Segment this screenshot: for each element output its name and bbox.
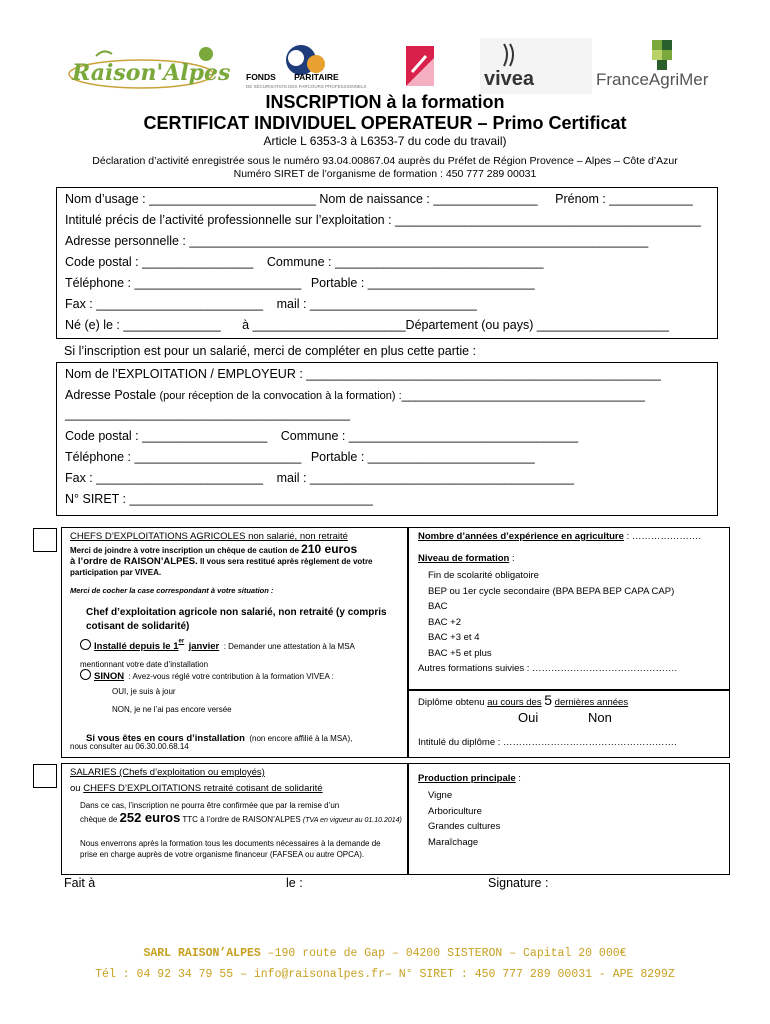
sinon-note: : Avez-vous réglé votre contribution à la formation VIVEA : <box>128 672 334 681</box>
lieu-naissance-field[interactable]: à ______________________Département (ou pays) ___________________ <box>242 318 669 332</box>
sinon-label: SINON <box>94 671 125 682</box>
franceagrimer-graphic <box>596 38 718 72</box>
autres-formations-field[interactable]: Autres formations suivies : ………………………………………. <box>418 663 678 674</box>
nom-exploitation-field[interactable]: Nom de l’EXPLOITATION / EMPLOYEUR : ___________________________________________________ <box>65 367 661 381</box>
chefs-cell <box>61 527 409 758</box>
code-postal-row <box>65 255 544 269</box>
salaries-checkbox[interactable] <box>33 764 57 788</box>
caution-order: à l’ordre de RAISON’ALPES. <box>70 556 198 567</box>
fonds-logo-text <box>246 72 376 82</box>
installe-note: : Demander une attestation à la MSA mentionnant votre date d’installation <box>80 642 355 669</box>
niveau-item[interactable]: Fin de scolarité obligatoire <box>428 570 539 581</box>
employer-mail-field[interactable]: mail : ______________________________________ <box>276 471 575 485</box>
diplome-oui[interactable]: Oui <box>518 710 539 725</box>
en-cours-note: (non encore affilié à la MSA), <box>249 734 353 743</box>
salaries-cell <box>61 763 409 875</box>
raisonalpes-logo-text: Raison'Alpes <box>72 60 231 86</box>
raisonalpes-logo <box>66 44 231 92</box>
personal-info-box <box>56 187 718 339</box>
production-list <box>428 788 500 850</box>
niveau-item[interactable]: BEP ou 1er cycle secondaire (BPA BEPA BEP CAPA CAP) <box>428 585 675 597</box>
niveau-item[interactable]: BAC +5 et plus <box>428 647 492 659</box>
nom-naissance-field[interactable]: Nom de naissance : _______________ <box>319 192 538 206</box>
installe-label: Installé depuis le 1 <box>94 641 179 652</box>
experience-row[interactable] <box>418 530 701 543</box>
caution-amount: 210 euros <box>301 542 358 556</box>
diplome-heading <box>418 694 628 709</box>
logo-bar <box>0 36 770 98</box>
chefs-heading-text: CHEFS D’EXPLOITATIONS AGRICOLES non salarié, non retraité <box>70 531 348 542</box>
salaries-ou: ou <box>70 783 81 794</box>
form-title: INSCRIPTION à la formation <box>265 92 505 112</box>
en-cours-phone: nous consulter au 06.30.00.68.14 <box>70 742 189 751</box>
en-cours-label: Si vous êtes en cours d’installation <box>86 733 245 744</box>
installe-sup: er <box>178 638 185 645</box>
vivea-logo-text: vivea <box>484 68 535 90</box>
siret-line: Numéro SIRET de l’organisme de formation : 450 777 289 00031 <box>233 168 537 180</box>
employer-fax-row <box>65 471 574 485</box>
form-subtitle: CERTIFICAT INDIVIDUEL OPERATEUR – Primo Certificat <box>143 113 627 133</box>
franceagrimer-logo <box>596 38 718 94</box>
experience-dots: : …………………. <box>626 531 701 542</box>
salaries-heading2-row <box>70 782 323 795</box>
portable-field[interactable]: Portable : ________________________ <box>310 276 535 290</box>
birth-row <box>65 318 669 332</box>
employer-info-box <box>56 362 718 516</box>
footer-contact-line: Tél : 04 92 34 79 55 – info@raisonalpes.fr– N° SIRET : 450 777 289 00031 - APE 8299Z <box>95 968 675 981</box>
experience-cell <box>407 527 730 691</box>
declaration-line: Déclaration d’activité enregistrée sous le numéro 93.04.00867.04 auprès du Préfet de Région Provence – Alpes – Côte d’Azur <box>92 155 678 167</box>
intitule-field[interactable]: Intitulé précis de l’activité professionnelle sur l’exploitation : ____________________________________________ <box>65 213 701 227</box>
caution-text-1: Merci de joindre à votre inscription un chèque de caution de <box>70 546 299 555</box>
vivea-logo <box>480 38 592 94</box>
diplome-label: Diplôme obtenu <box>418 697 485 708</box>
diplome-cell <box>407 689 730 758</box>
fonds-paritaire-logo <box>246 40 376 98</box>
production-cell <box>407 763 730 875</box>
code-postal-field[interactable]: Code postal : ________________ <box>65 255 254 269</box>
adresse-postale-line2[interactable]: _________________________________________ <box>65 407 351 421</box>
vivea-oui[interactable]: OUI, je suis à jour <box>112 687 176 696</box>
cheque-tva: (TVA en vigueur au 01.10.2014) <box>302 817 402 824</box>
niveau-item[interactable]: BAC +3 et 4 <box>428 632 480 643</box>
fax-field[interactable]: Fax : ________________________ <box>65 297 264 311</box>
footer-address: –190 route de Gap – 04200 SISTERON – Capital 20 000€ <box>260 947 627 960</box>
experience-label: Nombre d’années d’expérience en agriculture <box>418 531 624 542</box>
adresse-postale-row[interactable] <box>65 388 645 402</box>
footer-company-line <box>0 947 770 960</box>
cocher-instruction: Merci de cocher la case correspondant à votre situation : <box>70 586 274 595</box>
installe-tail: janvier <box>188 641 220 652</box>
telephone-row <box>65 276 535 290</box>
fonds-word: FONDS <box>246 72 276 82</box>
chefs-caution-text <box>70 544 404 578</box>
production-label: Production principale <box>418 773 516 784</box>
region-logo-graphic <box>406 46 434 86</box>
date-field[interactable]: le : <box>286 876 303 890</box>
production-item[interactable]: Grandes cultures <box>428 821 501 832</box>
intitule-diplome-field[interactable]: Intitulé du diplôme : ………………………………………………. <box>418 737 677 748</box>
envoi-documents: Nous enverrons après la formation tous les documents nécessaires à la demande de prise en charge auprès de votre organisme financeur (FAFSEA ou autre OPCA). <box>80 839 381 859</box>
diplome-non[interactable]: Non <box>588 710 612 725</box>
employer-portable-field[interactable]: Portable : ________________________ <box>310 450 535 464</box>
production-item[interactable]: Arboriculture <box>428 805 482 817</box>
declaration-block <box>0 155 770 181</box>
chef-title: Chef d’exploitation agricole non salarié, non retraité (y compris cotisant de solidarité) <box>86 607 387 632</box>
situation-grid <box>61 527 729 877</box>
commune-field[interactable]: Commune : ______________________________ <box>266 255 544 269</box>
mail-field[interactable]: mail : ________________________ <box>276 297 477 311</box>
production-colon: : <box>518 773 521 784</box>
employer-telephone-field[interactable]: Téléphone : ________________________ <box>65 450 302 464</box>
caution-restitution: Il vous sera restitué après règlement de votre participation par VIVEA. <box>70 557 373 577</box>
niveau-list <box>428 568 674 661</box>
adresse-field[interactable]: Adresse personnelle : __________________________________________________________________ <box>65 234 649 248</box>
adresse-postale-label: Adresse Postale <box>65 388 157 402</box>
diplome-dernieres: dernières années <box>554 697 629 708</box>
signature-field[interactable]: Signature : <box>488 876 549 890</box>
diplome-au-cours: au cours des <box>487 697 542 708</box>
salaries-heading2: CHEFS D’EXPLOITATIONS retraité cotisant de solidarité <box>83 783 323 794</box>
production-item[interactable]: Maraîchage <box>428 836 479 848</box>
employer-commune-field[interactable]: Commune : _________________________________ <box>280 429 579 443</box>
paritaire-word: PARITAIRE <box>294 72 339 82</box>
adresse-postale-tail: ___________________________________ <box>401 388 645 402</box>
niveau-heading <box>418 552 515 565</box>
employer-cp-row <box>65 429 578 443</box>
fonds-logo-subtext: DE SÉCURISATION DES PARCOURS PROFESSIONNELS <box>246 84 367 89</box>
sinon-option[interactable] <box>80 666 400 684</box>
footer-company: SARL RAISON’ALPES <box>143 947 261 960</box>
niveau-item[interactable]: BAC <box>428 601 448 612</box>
employer-fax-field[interactable]: Fax : ________________________ <box>65 471 264 485</box>
region-logo <box>406 46 434 86</box>
installe-radio[interactable] <box>80 639 91 650</box>
name-row <box>65 192 693 206</box>
niveau-colon: : <box>511 553 515 564</box>
article-reference: Article L 6353-3 à L6353-7 du code du travail) <box>263 134 507 148</box>
dans-ce-cas: Dans ce cas, l’inscription ne pourra être confirmée que par la remise d’un <box>80 801 340 810</box>
telephone-field[interactable]: Téléphone : ________________________ <box>65 276 302 290</box>
fax-row <box>65 297 477 311</box>
salaries-heading: SALARIES (Chefs d’exploitation ou employés) <box>70 767 265 778</box>
employer-tel-row <box>65 450 535 464</box>
adresse-postale-note: (pour réception de la convocation à la formation) : <box>159 390 402 402</box>
employer-code-postal-field[interactable]: Code postal : __________________ <box>65 429 268 443</box>
ne-le-field[interactable]: Né (e) le : ______________ <box>65 318 221 332</box>
chefs-exploitation-checkbox[interactable] <box>33 528 57 552</box>
salarie-intro: Si l’inscription est pour un salarié, merci de compléter en plus cette partie : <box>64 344 476 358</box>
cheque-ttc: TTC à l’ordre de RAISON’ALPES <box>182 815 301 824</box>
diplome-years: 5 <box>544 692 553 708</box>
production-heading <box>418 772 521 785</box>
sinon-radio[interactable] <box>80 669 91 680</box>
vivea-non[interactable]: NON, je ne l’ai pas encore versée <box>112 705 232 714</box>
niveau-item[interactable]: BAC +2 <box>428 616 462 628</box>
salaries-cheque <box>80 812 405 826</box>
production-item[interactable]: Vigne <box>428 790 453 801</box>
employer-siret-field[interactable]: N° SIRET : ___________________________________ <box>65 492 373 506</box>
nom-usage-field[interactable]: Nom d’usage : ________________________ <box>65 192 316 206</box>
franceagrimer-text: FranceAgriMer <box>596 70 709 89</box>
niveau-label: Niveau de formation <box>418 553 510 564</box>
fait-a-field[interactable]: Fait à <box>64 876 96 890</box>
prenom-field[interactable]: Prénom : ____________ <box>555 192 693 206</box>
cheque-de: chèque de <box>80 815 118 824</box>
cheque-amount: 252 euros <box>119 810 181 825</box>
